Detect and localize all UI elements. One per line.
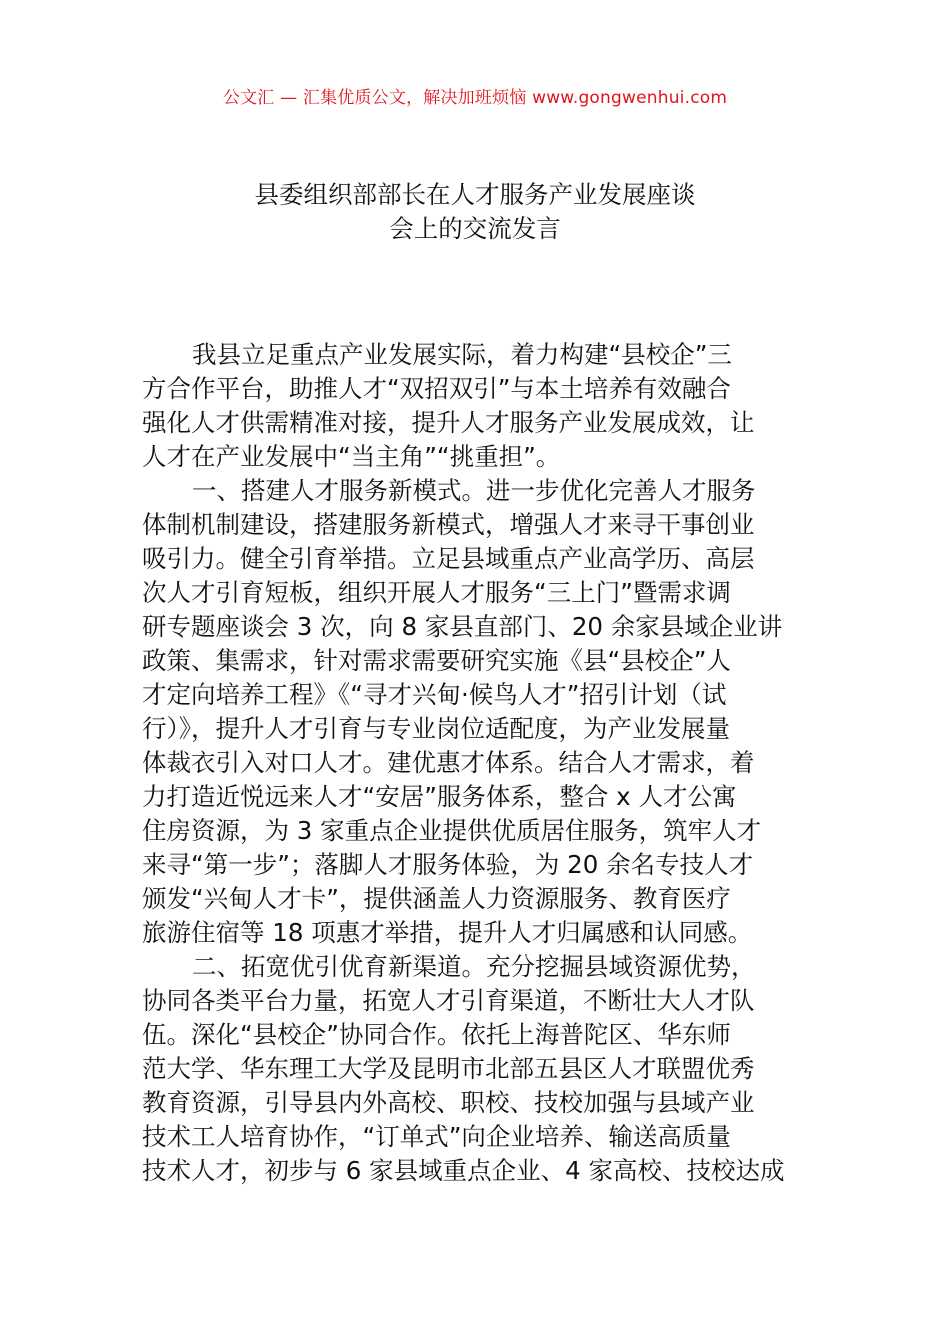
- paragraph-line: 人才在产业发展中“当主角”“挑重担”。: [142, 442, 561, 471]
- title-line: 会上的交流发言: [389, 214, 561, 243]
- paragraph-line: 二、拓宽优引优育新渠道。充分挖掘县域资源优势，: [192, 952, 756, 981]
- document-body: [142, 338, 810, 1188]
- paragraph-line: 方合作平台，助推人才“双招双引”与本土培养有效融合: [142, 374, 731, 403]
- paragraph-line: 伍。深化“县校企”协同合作。依托上海普陀区、华东师: [142, 1020, 731, 1049]
- paragraph-line: 行）》，提升人才引育与专业岗位适配度，为产业发展量: [142, 714, 730, 743]
- paragraph-line: 政策、集需求，针对需求需要研究实施《县“县校企”人: [142, 646, 731, 675]
- paragraph-section-2: [142, 950, 810, 1188]
- document-title: [140, 178, 810, 246]
- paragraph-line: 次人才引育短板，组织开展人才服务“三上门”暨需求调: [142, 578, 731, 607]
- paragraph-intro: [142, 338, 810, 474]
- paragraph-line: 范大学、华东理工大学及昆明市北部五县区人才联盟优秀: [142, 1054, 755, 1083]
- paragraph-line: 颁发“兴甸人才卡”，提供涵盖人力资源服务、教育医疗: [142, 884, 731, 913]
- paragraph-line: 一、搭建人才服务新模式。进一步优化完善人才服务: [192, 476, 756, 505]
- paragraph-line: 我县立足重点产业发展实际，着力构建“县校企”三: [192, 340, 732, 369]
- paragraph-line: 旅游住宿等 18 项惠才举措，提升人才归属感和认同感。: [142, 918, 753, 947]
- paragraph-line: 住房资源，为 3 家重点企业提供优质居住服务，筑牢人才: [142, 816, 762, 845]
- paragraph-line: 体制机制建设，搭建服务新模式，增强人才来寻干事创业: [142, 510, 755, 539]
- paragraph-line: 教育资源，引导县内外高校、职校、技校加强与县域产业: [142, 1088, 755, 1117]
- paragraph-section-1: [142, 474, 810, 950]
- paragraph-line: 吸引力。健全引育举措。立足县域重点产业高学历、高层: [142, 544, 755, 573]
- paragraph-line: 才定向培养工程》《“寻才兴甸·候鸟人才”招引计划（试: [142, 680, 727, 709]
- paragraph-line: 研专题座谈会 3 次，向 8 家县直部门、20 余家县域企业讲: [142, 612, 783, 641]
- paragraph-line: 协同各类平台力量，拓宽人才引育渠道，不断壮大人才队: [142, 986, 755, 1015]
- title-line: 县委组织部部长在人才服务产业发展座谈: [254, 180, 696, 209]
- paragraph-line: 强化人才供需精准对接，提升人才服务产业发展成效，让: [142, 408, 755, 437]
- paragraph-line: 来寻“第一步”；落脚人才服务体验，为 20 余名专技人才: [142, 850, 754, 879]
- header-banner: 公文汇 — 汇集优质公文，解决加班烦恼 www.gongwenhui.com: [222, 88, 728, 108]
- paragraph-line: 力打造近悦远来人才“安居”服务体系，整合 x 人才公寓: [142, 782, 737, 811]
- paragraph-line: 技术工人培育协作，“订单式”向企业培养、输送高质量: [142, 1122, 731, 1151]
- paragraph-line: 体裁衣引入对口人才。建优惠才体系。结合人才需求，着: [142, 748, 755, 777]
- paragraph-line: 技术人才，初步与 6 家县域重点企业、4 家高校、技校达成: [142, 1156, 785, 1185]
